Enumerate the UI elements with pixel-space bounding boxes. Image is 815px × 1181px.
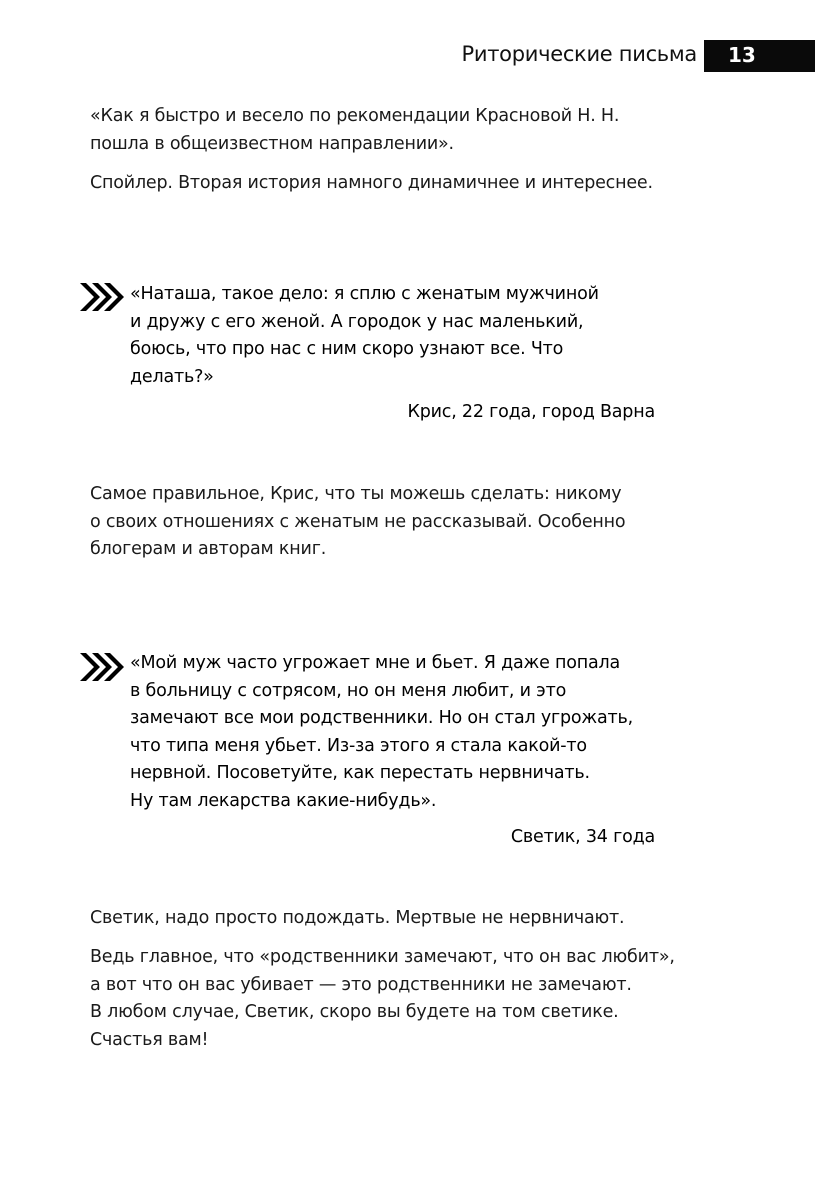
text-line: а вот что он вас убивает — это родственники не замечают. bbox=[90, 974, 632, 995]
text-line: о своих отношениях с женатым не рассказывай. Особенно bbox=[90, 511, 626, 532]
text-line: Счастья вам! bbox=[90, 1029, 209, 1050]
text-line: делать?» bbox=[130, 366, 214, 387]
text-line: что типа меня убьет. Из-за этого я стала какой-то bbox=[130, 735, 587, 756]
text-line: в больницу с сотрясом, но он меня любит, и это bbox=[130, 680, 567, 701]
text-line: и дружу с его женой. А городок у нас маленький, bbox=[130, 311, 584, 332]
text-line: боюсь, что про нас с ним скоро узнают все. Что bbox=[130, 339, 564, 359]
letter-svetik-signature: Светик, 34 года bbox=[510, 827, 655, 847]
text-line: «Как я быстро и весело по рекомендации Красновой Н. Н. bbox=[90, 106, 620, 126]
page-number-box bbox=[704, 40, 815, 72]
letter-kris bbox=[130, 281, 690, 391]
answer-svetik-1 bbox=[90, 905, 690, 933]
text-line: Ведь главное, что «родственники замечают, что он вас любит», bbox=[90, 947, 675, 967]
text-line: Самое правильное, Крис, что ты можешь сделать: никому bbox=[90, 484, 622, 504]
text-line: пошла в общеизвестном направлении». bbox=[90, 133, 454, 154]
text-line: Светик, надо просто подождать. Мертвые не нервничают. bbox=[90, 908, 625, 928]
text-line: «Мой муж часто угрожает мне и бьет. Я даже попала bbox=[130, 653, 621, 673]
page-header bbox=[0, 40, 815, 72]
spoiler-paragraph bbox=[90, 170, 690, 198]
text-line: нервной. Посоветуйте, как перестать нервничать. bbox=[130, 763, 590, 783]
text-line: Ну там лекарства какие-нибудь». bbox=[130, 790, 437, 811]
letter-svetik bbox=[130, 650, 690, 815]
letter-kris-signature: Крис, 22 года, город Варна bbox=[407, 402, 655, 422]
intro-paragraph bbox=[90, 103, 690, 158]
answer-svetik-2 bbox=[90, 944, 690, 1054]
page-number: 13 bbox=[728, 43, 756, 67]
text-line: «Наташа, такое дело: я сплю с женатым мужчиной bbox=[130, 284, 599, 304]
triple-chevron-right-icon bbox=[80, 653, 128, 681]
answer-kris bbox=[90, 481, 690, 564]
text-line: В любом случае, Светик, скоро вы будете на том светике. bbox=[90, 1002, 619, 1022]
text-line: Спойлер. Вторая история намного динамичнее и интереснее. bbox=[90, 173, 653, 193]
triple-chevron-right-icon bbox=[80, 283, 128, 311]
text-line: замечают все мои родственники. Но он стал угрожать, bbox=[130, 708, 633, 728]
running-title: Риторические письма bbox=[461, 42, 697, 66]
text-line: блогерам и авторам книг. bbox=[90, 539, 327, 559]
